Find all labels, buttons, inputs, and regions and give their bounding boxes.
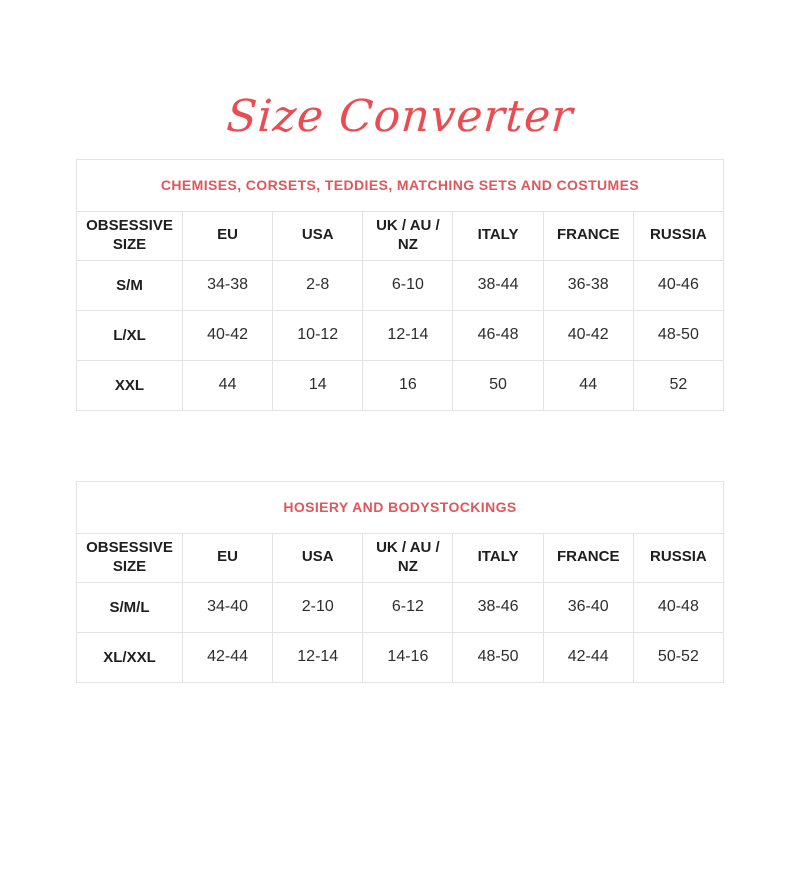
- column-header-france: FRANCE: [543, 211, 633, 260]
- table-title-row: [77, 481, 724, 533]
- size-label: S/M: [77, 260, 183, 310]
- size-label: L/XL: [77, 310, 183, 360]
- size-value-uk-au-nz: 12-14: [363, 310, 453, 360]
- size-value-russia: 48-50: [633, 310, 723, 360]
- column-header-obsessive-size: OBSESSIVE SIZE: [77, 211, 183, 260]
- size-value-italy: 46-48: [453, 310, 543, 360]
- column-header-russia: RUSSIA: [633, 533, 723, 582]
- size-label: XL/XXL: [77, 632, 183, 682]
- size-value-uk-au-nz: 16: [363, 360, 453, 410]
- size-value-russia: 40-48: [633, 582, 723, 632]
- table-title-row: [77, 159, 724, 211]
- size-value-italy: 48-50: [453, 632, 543, 682]
- size-value-usa: 2-10: [273, 582, 363, 632]
- table-row-xlxxl: [77, 632, 724, 682]
- size-value-eu: 40-42: [183, 310, 273, 360]
- chemises-size-table: [76, 159, 724, 411]
- size-value-usa: 12-14: [273, 632, 363, 682]
- table-row-sm: [77, 260, 724, 310]
- size-value-italy: 38-44: [453, 260, 543, 310]
- table-title: CHEMISES, CORSETS, TEDDIES, MATCHING SETS AND COSTUMES: [77, 159, 724, 211]
- hosiery-table-section: [76, 481, 724, 683]
- column-header-row: [77, 533, 724, 582]
- column-header-row: [77, 211, 724, 260]
- table-row-sml: [77, 582, 724, 632]
- size-value-russia: 52: [633, 360, 723, 410]
- size-value-usa: 2-8: [273, 260, 363, 310]
- size-value-usa: 14: [273, 360, 363, 410]
- column-header-obsessive-size: OBSESSIVE SIZE: [77, 533, 183, 582]
- table-row-lxl: [77, 310, 724, 360]
- size-value-eu: 34-38: [183, 260, 273, 310]
- page-title: Size Converter: [224, 91, 576, 142]
- size-value-russia: 50-52: [633, 632, 723, 682]
- size-value-uk-au-nz: 6-10: [363, 260, 453, 310]
- size-label: S/M/L: [77, 582, 183, 632]
- size-value-france: 40-42: [543, 310, 633, 360]
- size-value-uk-au-nz: 14-16: [363, 632, 453, 682]
- hosiery-size-table: [76, 481, 724, 683]
- table-title: HOSIERY AND BODYSTOCKINGS: [77, 481, 724, 533]
- column-header-uk-au-nz: UK / AU / NZ: [363, 211, 453, 260]
- size-value-eu: 34-40: [183, 582, 273, 632]
- column-header-eu: EU: [183, 211, 273, 260]
- column-header-usa: USA: [273, 533, 363, 582]
- size-label: XXL: [77, 360, 183, 410]
- size-value-france: 36-40: [543, 582, 633, 632]
- column-header-eu: EU: [183, 533, 273, 582]
- size-value-france: 44: [543, 360, 633, 410]
- chemises-table-section: [76, 159, 724, 411]
- table-row-xxl: [77, 360, 724, 410]
- size-value-eu: 44: [183, 360, 273, 410]
- size-value-france: 36-38: [543, 260, 633, 310]
- size-value-france: 42-44: [543, 632, 633, 682]
- size-value-russia: 40-46: [633, 260, 723, 310]
- size-value-uk-au-nz: 6-12: [363, 582, 453, 632]
- column-header-italy: ITALY: [453, 533, 543, 582]
- column-header-russia: RUSSIA: [633, 211, 723, 260]
- column-header-italy: ITALY: [453, 211, 543, 260]
- column-header-uk-au-nz: UK / AU / NZ: [363, 533, 453, 582]
- size-value-usa: 10-12: [273, 310, 363, 360]
- size-value-eu: 42-44: [183, 632, 273, 682]
- size-converter-page: [0, 92, 800, 892]
- column-header-usa: USA: [273, 211, 363, 260]
- column-header-france: FRANCE: [543, 533, 633, 582]
- size-value-italy: 50: [453, 360, 543, 410]
- size-value-italy: 38-46: [453, 582, 543, 632]
